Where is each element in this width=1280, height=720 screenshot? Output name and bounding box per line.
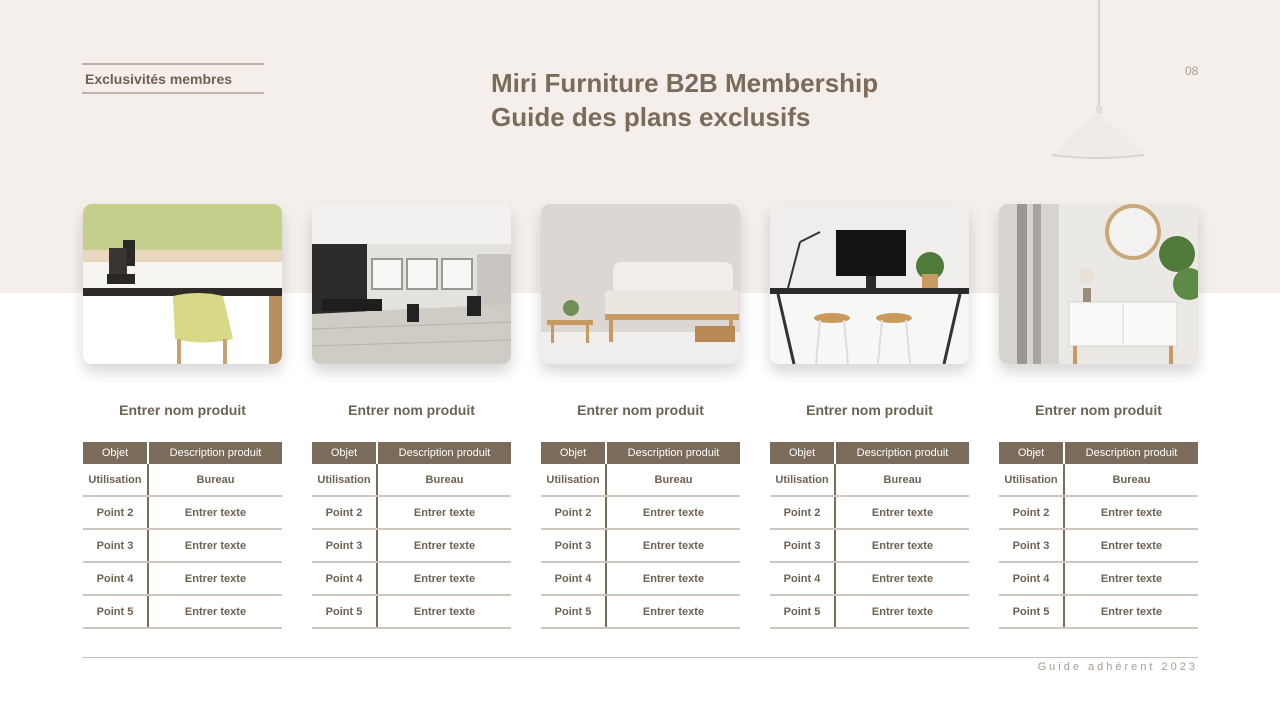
table-cell: Point 2 bbox=[541, 496, 606, 529]
column-header: Objet bbox=[541, 442, 606, 464]
table-cell: Entrer texte bbox=[835, 496, 969, 529]
table-cell: Entrer texte bbox=[377, 595, 511, 628]
page-number: 08 bbox=[1185, 64, 1199, 78]
table-row bbox=[312, 529, 511, 562]
table-row bbox=[83, 464, 282, 496]
table-cell: Point 4 bbox=[312, 562, 377, 595]
column-header: Objet bbox=[312, 442, 377, 464]
column-header: Description produit bbox=[1064, 442, 1198, 464]
table-cell: Entrer texte bbox=[835, 562, 969, 595]
table-cell: Bureau bbox=[148, 464, 282, 496]
table-row bbox=[770, 496, 969, 529]
table-cell: Bureau bbox=[606, 464, 740, 496]
table-header-row bbox=[999, 442, 1198, 464]
table-header-row bbox=[312, 442, 511, 464]
column-header: Objet bbox=[999, 442, 1064, 464]
table-cell: Entrer texte bbox=[1064, 562, 1198, 595]
table-row bbox=[770, 464, 969, 496]
table-row bbox=[541, 496, 740, 529]
table-header-row bbox=[541, 442, 740, 464]
product-name: Entrer nom produit bbox=[1035, 402, 1162, 418]
table-row bbox=[312, 562, 511, 595]
product-card-4 bbox=[770, 204, 969, 629]
table-cell: Entrer texte bbox=[377, 529, 511, 562]
table-cell: Bureau bbox=[1064, 464, 1198, 496]
product-name: Entrer nom produit bbox=[348, 402, 475, 418]
table-row bbox=[999, 595, 1198, 628]
table-cell: Point 4 bbox=[541, 562, 606, 595]
table-cell: Entrer texte bbox=[1064, 595, 1198, 628]
sofa-living-room-photo bbox=[541, 204, 740, 364]
table-cell: Entrer texte bbox=[377, 562, 511, 595]
column-header: Objet bbox=[770, 442, 835, 464]
table-row bbox=[770, 595, 969, 628]
table-cell: Entrer texte bbox=[606, 562, 740, 595]
column-header: Description produit bbox=[835, 442, 969, 464]
table-row bbox=[541, 464, 740, 496]
table-row bbox=[770, 529, 969, 562]
table-cell: Entrer texte bbox=[835, 529, 969, 562]
spec-table bbox=[541, 442, 740, 629]
table-cell: Point 2 bbox=[83, 496, 148, 529]
table-cell: Utilisation bbox=[999, 464, 1064, 496]
table-cell: Point 4 bbox=[999, 562, 1064, 595]
table-row bbox=[312, 496, 511, 529]
column-header: Description produit bbox=[606, 442, 740, 464]
footer-divider bbox=[82, 657, 1198, 658]
table-row bbox=[541, 529, 740, 562]
product-name: Entrer nom produit bbox=[119, 402, 246, 418]
table-cell: Point 3 bbox=[999, 529, 1064, 562]
table-cell: Point 3 bbox=[312, 529, 377, 562]
table-cell: Entrer texte bbox=[1064, 529, 1198, 562]
table-cell: Utilisation bbox=[312, 464, 377, 496]
spec-table bbox=[999, 442, 1198, 629]
table-row bbox=[999, 529, 1198, 562]
table-row bbox=[83, 595, 282, 628]
sideboard-room-photo bbox=[999, 204, 1198, 364]
section-tag: Exclusivités membres bbox=[82, 63, 264, 94]
spec-table bbox=[83, 442, 282, 629]
table-cell: Point 5 bbox=[83, 595, 148, 628]
table-cell: Utilisation bbox=[770, 464, 835, 496]
title-line-1: Miri Furniture B2B Membership bbox=[491, 68, 879, 98]
pendant-lamp-icon bbox=[1045, 0, 1150, 160]
desk-workspace-photo bbox=[770, 204, 969, 364]
product-card-5 bbox=[999, 204, 1198, 629]
table-row bbox=[83, 529, 282, 562]
table-cell: Point 5 bbox=[770, 595, 835, 628]
table-cell: Entrer texte bbox=[377, 496, 511, 529]
table-cell: Point 4 bbox=[770, 562, 835, 595]
kitchen-counter-photo bbox=[83, 204, 282, 364]
product-card-3 bbox=[541, 204, 740, 629]
table-cell: Utilisation bbox=[83, 464, 148, 496]
table-header-row bbox=[770, 442, 969, 464]
column-header: Description produit bbox=[148, 442, 282, 464]
table-cell: Entrer texte bbox=[148, 595, 282, 628]
table-cell: Entrer texte bbox=[606, 595, 740, 628]
table-cell: Entrer texte bbox=[148, 496, 282, 529]
table-row bbox=[999, 562, 1198, 595]
table-cell: Point 2 bbox=[999, 496, 1064, 529]
table-cell: Point 3 bbox=[83, 529, 148, 562]
table-cell: Point 2 bbox=[770, 496, 835, 529]
table-cell: Bureau bbox=[835, 464, 969, 496]
table-cell: Point 5 bbox=[541, 595, 606, 628]
column-header: Objet bbox=[83, 442, 148, 464]
table-cell: Point 4 bbox=[83, 562, 148, 595]
table-row bbox=[999, 464, 1198, 496]
table-row bbox=[999, 496, 1198, 529]
table-row bbox=[770, 562, 969, 595]
table-row bbox=[541, 595, 740, 628]
footer-text: Guide adhérent 2023 bbox=[1037, 661, 1198, 673]
spec-table bbox=[770, 442, 969, 629]
title-line-2: Guide des plans exclusifs bbox=[491, 102, 811, 132]
office-hall-photo bbox=[312, 204, 511, 364]
table-cell: Entrer texte bbox=[148, 529, 282, 562]
column-header: Description produit bbox=[377, 442, 511, 464]
table-cell: Utilisation bbox=[541, 464, 606, 496]
table-cell: Entrer texte bbox=[606, 496, 740, 529]
table-cell: Bureau bbox=[377, 464, 511, 496]
table-row bbox=[312, 464, 511, 496]
product-card-2 bbox=[312, 204, 511, 629]
table-header-row bbox=[83, 442, 282, 464]
table-cell: Entrer texte bbox=[1064, 496, 1198, 529]
table-row bbox=[541, 562, 740, 595]
table-row bbox=[83, 496, 282, 529]
table-cell: Point 3 bbox=[770, 529, 835, 562]
table-cell: Point 5 bbox=[999, 595, 1064, 628]
table-cell: Entrer texte bbox=[606, 529, 740, 562]
table-cell: Entrer texte bbox=[148, 562, 282, 595]
product-name: Entrer nom produit bbox=[806, 402, 933, 418]
spec-table bbox=[312, 442, 511, 629]
product-name: Entrer nom produit bbox=[577, 402, 704, 418]
table-row bbox=[83, 562, 282, 595]
table-cell: Point 2 bbox=[312, 496, 377, 529]
table-cell: Entrer texte bbox=[835, 595, 969, 628]
product-card-1 bbox=[83, 204, 282, 629]
table-row bbox=[312, 595, 511, 628]
table-cell: Point 5 bbox=[312, 595, 377, 628]
table-cell: Point 3 bbox=[541, 529, 606, 562]
page-title bbox=[491, 66, 878, 134]
